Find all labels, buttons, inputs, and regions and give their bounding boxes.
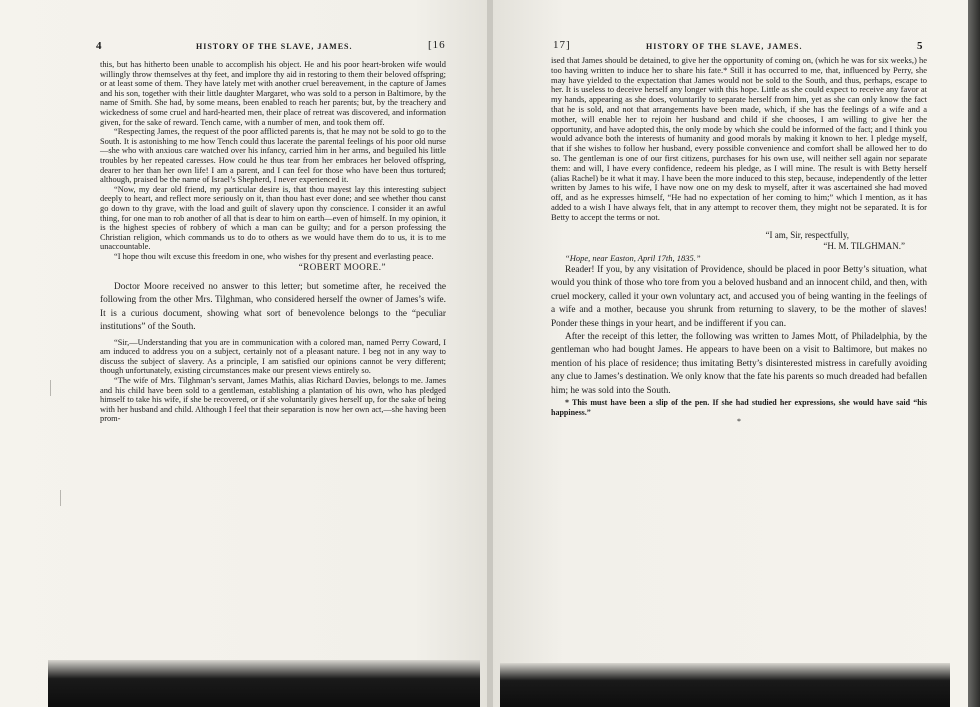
right-page	[493, 0, 968, 707]
right-text-column	[551, 56, 927, 427]
right-page-number: 5	[917, 40, 923, 52]
letter-paragraph: “Sir,—Understanding that you are in communication with a colored man, named Perry Coward, I am induced to address you on a subject, certainly not of a pleasant nature. I beg not in any way to discuss the subject of slavery. As a principle, I am satisfied our opinions cannot be very different; though unfortunately, existing circumstances make our present views entirely so.	[100, 337, 446, 376]
paragraph: “Now, my dear old friend, my particular desire is, that thou mayest lay this interesting subject deeply to heart, and reflect more seriously on it, than thou hast ever done; and see whether thou canst go down to thy grave, with the load and guilt of slavery upon thy conscience. I consider it an awful thing, for one man to rob another of all that is dear to him on earth—even of himself. In my opinion, it is the highest species of robbery of which a man can be guilty; and for a person professing the Christian religion, which commands us to do to others as we would have them do to us, it is to me unaccountable.	[100, 184, 446, 252]
signature-tilghman: “H. M. TILGHMAN.”	[823, 241, 905, 252]
page-bottom-shadow	[48, 660, 480, 707]
letter-paragraph: “The wife of Mrs. Tilghman’s servant, James Mathis, alias Richard Davies, belongs to me. James and his child have been sold to a gentleman, establishing a plantation of his own, who has pledged himself to take his wife, if she be recovered, or if she voluntarily gives herself up, for the sake of being with her husband and child. Although I feel that their separation is now her own act,—she having been prom-	[100, 376, 446, 424]
paragraph: Doctor Moore received no answer to this letter; but sometime after, he received the following from the other Mrs. Tilghman, who considered herself the owner of James’s wife. It is a curious document, showing what sort of benevolence belongs to the “peculiar institutions” of the South.	[100, 282, 446, 333]
paragraph: After the receipt of this letter, the following was written to James Mott, of Philadelphia, by the gentleman who had bought James. He appears to have been on a visit to Baltimore, but makes no mention of his place of residence; thus imitating Betty’s disinterested mistress in carefully avoiding any clue to James’s destination. We only know that the fate his parents so much dreaded had befallen him; he was sold into the South.	[551, 331, 927, 396]
paragraph: this, but has hitherto been unable to accomplish his object. He and his poor heart-broken wife would willingly throw themselves at thy feet, and implore thy aid in restoring to them their beloved offspring; or at least some of them. They have lately met with another cruel bereavement, in the capture of James and his son, together with their little daughter Margaret, who was sold to a person in Baltimore, by the name of Smith. She had, by some means, been enabled to reach her parents; but, by the treachery and wickedness of some cruel and hard-hearted men, their place of retreat was discovered, and information given, for the sake of reward. Tench came, with a number of men, and took them off.	[100, 60, 446, 127]
footnote-mark: *	[737, 417, 741, 427]
paragraph: “Respecting James, the request of the poor afflicted parents is, that he may not be sold to go to the South. It is astonishing to me how Tench could thus lacerate the parental feelings of his poor old nurse—she who with anxious care watched over his infancy, carried him in her arms, and beguiled his little troubles by her repeated caresses. How could he thus tear from her embraces her beloved offspring, dearer to her than her own life! I am a parent, and I can feel for those who have been thus tortured; although, praised be the name of Israel’s Shepherd, I never experienced it.	[100, 127, 446, 185]
paragraph: Reader! If you, by any visitation of Providence, should be placed in poor Betty’s situation, what would you think of those who tore from you a beloved husband and an innocent child, and then, with cruel mockery, called it your own voluntary act, and accused you of being wanting in the feelings of a wife and a mother, because you shrunk from returning to slavery, to be the mother of slaves! Ponder these things in your heart, and be indifferent if you can.	[551, 264, 927, 329]
right-running-head: HISTORY OF THE SLAVE, JAMES.	[646, 42, 803, 51]
commentary	[551, 264, 927, 398]
paragraph: “I hope thou wilt excuse this freedom in one, who wishes for thy present and everlasting peace.	[114, 251, 434, 261]
margin-mark	[50, 380, 51, 396]
book-edge	[968, 0, 980, 707]
margin-mark	[60, 490, 61, 506]
page-bottom-shadow	[500, 663, 950, 707]
left-text-column	[100, 60, 446, 424]
left-page	[0, 0, 487, 707]
paragraph: ised that James should be detained, to give her the opportunity of coming on, (which he was for six weeks,) he too having written to induce her to share his fate.* Still it has occurred to me, that, influenced by Perry, she may have yielded to the expectation that James would not be sold to the South, and thus, perhaps, escape to her. It is useless to deceive herself any longer with this hope. Little as she could expect to receive any favor at my hands, appearing as she does, voluntarily to separate herself from him, yet as she can only know the fact that he is sold, and not that arrangements have been made, which, if she has the feelings of a wife and a mother, will enable her to rejoin her husband and child if she chooses, I am willing to give her the opportunity, and have adopted this, the only mode by which she could be informed of the fact; and I think you would advance both the interests of humanity and good morals by making it known to her. I pledge myself, that if she wishes to follow her husband, every possible convenience and comfort shall be allowed her to do so. The gentleman is one of our first citizens, purchases for his own use, will neither sell again nor separate them: and will, I have every confidence, redeem his pledge, as I will mine. The result is with Betty herself (alias Rachel) be it what it may. I have been the more induced to this step, because, independently of the letter written by James to his wife, I have now one on my desk to myself, after it was ascertained she had moved off, and as he expresses himself, “He had no expectation of her coming to him;” which I mention, as it has added to a wish I have always felt, that in any attempt to recover them, they might not be separated. It is for Betty to accept the terms or not.	[551, 55, 927, 222]
footnote: * This must have been a slip of the pen. If she had studied her expressions, she would have said “his happiness.”	[551, 398, 927, 417]
right-signature-mark: 17]	[553, 39, 571, 51]
left-signature-mark: [16	[428, 39, 446, 51]
left-running-head: HISTORY OF THE SLAVE, JAMES.	[196, 42, 353, 51]
closing-respectfully: “I am, Sir, respectfully,	[765, 229, 849, 240]
dateline: “Hope, near Easton, April 17th, 1835.”	[565, 253, 701, 264]
signature-robert-moore: “ROBERT MOORE.”	[298, 262, 386, 273]
left-page-number: 4	[96, 40, 102, 52]
